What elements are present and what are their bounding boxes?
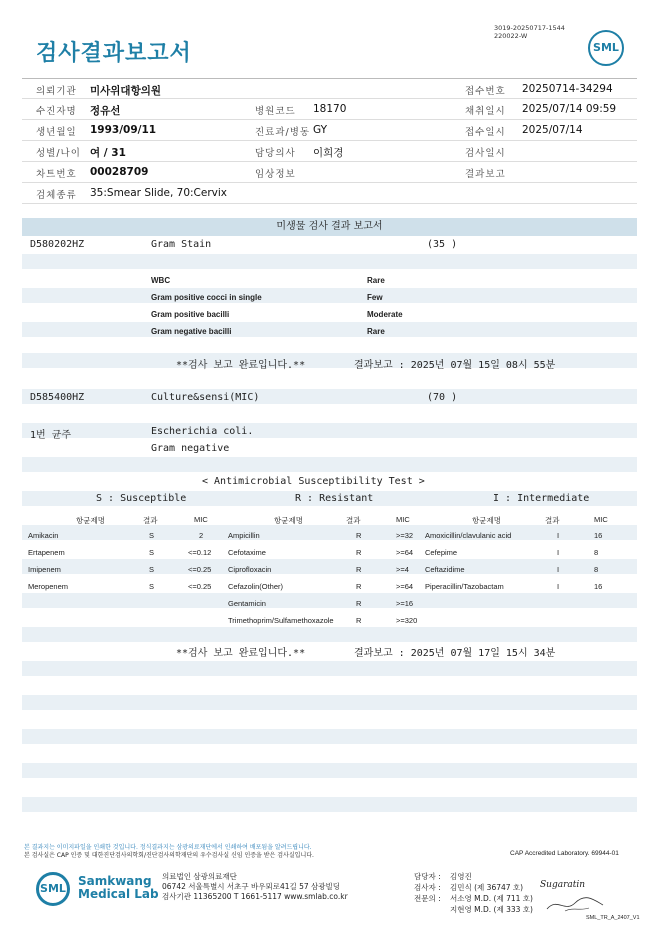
ast-mic: <=0.12 (188, 548, 212, 557)
staff-value: 김영진 (450, 872, 472, 881)
organism-name: Escherichia coli. (151, 426, 254, 437)
dob-value: 1993/09/11 (90, 124, 157, 136)
ast-drug: Piperacillin/Tazobactam (425, 582, 504, 591)
row-band (22, 797, 637, 812)
ast-result: R (356, 548, 362, 557)
culture-complete: **검사 보고 완료입니다.** (176, 648, 306, 659)
collect-dt-value: 2025/07/14 09:59 (522, 103, 617, 115)
chart-no-label: 차트번호 (36, 169, 77, 180)
organism-gram: Gram negative (151, 443, 230, 454)
ast-drug: Cefepime (425, 548, 458, 557)
ast-drug: Ampicillin (228, 531, 260, 540)
section-title: 미생물 검사 결과 보고서 (22, 218, 637, 236)
ast-mic: 8 (594, 565, 599, 574)
specialist-signature-icon (545, 893, 607, 915)
tester-signature: Sugaratin (540, 880, 586, 890)
ast-mic: 16 (594, 582, 603, 591)
culture-test-name: Culture&sensi(MIC) (151, 392, 260, 403)
gram-test-name: Gram Stain (151, 239, 212, 250)
ast-mic: 8 (594, 548, 599, 557)
strain-label: 1번 균주 (30, 430, 72, 441)
ast-mic: >=320 (396, 616, 418, 625)
org-contact: 검사기관 11365200 T 1661-5117 www.smlab.co.kr (162, 892, 348, 901)
ast-mic: <=0.25 (188, 582, 212, 591)
cap-accreditation: CAP Accredited Laboratory. 69944-01 (510, 850, 619, 857)
specialist-value-2: 지현영 M.D. (제 333 호) (450, 905, 533, 914)
row-band (22, 559, 637, 574)
ast-header-result: 결과 (346, 516, 361, 525)
ast-drug: Cefotaxime (228, 548, 266, 557)
sml-footer-logo-text: SML (40, 882, 66, 895)
ast-mic: 2 (199, 531, 204, 540)
company-brand (78, 875, 159, 901)
org-name: 의료법인 삼광의료재단 (162, 872, 237, 881)
hosp-code-value: 18170 (313, 103, 347, 115)
culture-report-time: 결과보고 : 2025년 07월 17일 15시 34분 (354, 648, 556, 659)
receipt-date-label: 접수일시 (465, 127, 506, 138)
document-number-line2: 220022-W (494, 32, 528, 40)
ast-result: R (356, 582, 362, 591)
legend-intermediate: I : Intermediate (493, 493, 590, 504)
dept-label: 진료과/병동 (255, 127, 311, 138)
ast-result: I (557, 548, 560, 557)
ast-result: R (356, 531, 362, 540)
patient-info-table (22, 78, 637, 204)
doctor-value: 이희경 (313, 147, 344, 159)
dept-value: GY (313, 124, 328, 136)
receipt-no-value: 20250714-34294 (522, 83, 613, 95)
staff-label: 담당자 : (414, 872, 441, 881)
hospital-label: 의뢰기관 (36, 86, 77, 97)
ast-header-mic: MIC (594, 515, 608, 524)
ast-result: R (356, 565, 362, 574)
ast-result: S (149, 531, 155, 540)
ast-header-drug: 항균제명 (472, 516, 501, 525)
ast-drug: Meropenem (28, 582, 69, 591)
document-number-line1: 3019-20250717-1544 (494, 24, 565, 32)
info-row (22, 183, 637, 204)
ast-drug: Ceftazidime (425, 565, 465, 574)
disclaimer-print: 본 결과지는 이미지파일을 인쇄한 것입니다. 정식결과지는 삼광의료재단에서 인쇄하여 배포됨을 알려드립니다. (24, 844, 312, 851)
row-band (22, 661, 637, 676)
ast-result: I (557, 582, 560, 591)
ast-header-mic: MIC (194, 515, 208, 524)
ast-mic: <=0.25 (188, 565, 212, 574)
info-row (22, 120, 637, 141)
row-band (22, 627, 637, 642)
name-label: 수진자명 (36, 106, 77, 117)
tester-label: 검사자 : (414, 883, 441, 892)
ast-result: S (149, 548, 155, 557)
row-band (22, 593, 637, 608)
page-title: 검사결과보고서 (36, 41, 192, 66)
ast-drug: Ciprofloxacin (228, 565, 272, 574)
gram-test-num: (35 ) (427, 239, 458, 250)
gram-report-time: 결과보고 : 2025년 07월 15일 08시 55분 (354, 360, 556, 371)
ast-drug: Ertapenem (28, 548, 65, 557)
ast-drug: Gentamicin (228, 599, 266, 608)
ast-title: < Antimicrobial Susceptibility Test > (202, 476, 425, 487)
gram-item-name: Gram negative bacilli (151, 327, 232, 336)
exam-dt-label: 검사일시 (465, 148, 506, 159)
ast-drug: Cefazolin(Other) (228, 582, 284, 591)
ast-mic: >=16 (396, 599, 414, 608)
name-value: 정유선 (90, 105, 121, 117)
ast-drug: Amoxicillin/clavulanic acid (425, 531, 512, 540)
sml-logo-text: SML (593, 41, 619, 54)
receipt-date-value: 2025/07/14 (522, 124, 583, 136)
row-band (22, 525, 637, 540)
ast-mic: >=4 (396, 565, 409, 574)
brand-line1: Samkwang (78, 874, 152, 888)
row-band (22, 288, 637, 303)
ast-result: R (356, 599, 362, 608)
org-address: 06742 서울특별시 서초구 바우뫼로41길 57 삼광빌딩 (162, 882, 341, 891)
row-band (22, 254, 637, 269)
collect-dt-label: 채취일시 (465, 106, 506, 117)
ast-mic: 16 (594, 531, 603, 540)
specialist-value-1: 서소영 M.D. (제 711 호) (450, 894, 533, 903)
sex-age-label: 성별/나이 (36, 148, 81, 159)
gram-item-name: Gram positive bacilli (151, 310, 230, 319)
hospital-value: 미사위대항의원 (90, 85, 162, 97)
legend-susceptible: S : Susceptible (96, 493, 187, 504)
ast-mic: >=64 (396, 582, 414, 591)
sex-age-value: 여 / 31 (90, 147, 126, 159)
receipt-no-label: 접수번호 (465, 86, 506, 97)
legend-resistant: R : Resistant (295, 493, 374, 504)
ast-drug: Amikacin (28, 531, 59, 540)
form-code: SML_TR_A_2407_V1 (586, 915, 640, 921)
info-row (22, 141, 637, 162)
ast-result: I (557, 565, 560, 574)
gram-item-result: Few (367, 293, 383, 302)
ast-header-mic: MIC (396, 515, 410, 524)
ast-mic: >=64 (396, 548, 414, 557)
ast-mic: >=32 (396, 531, 414, 540)
org-info (162, 872, 348, 902)
specimen-value: 35:Smear Slide, 70:Cervix (90, 187, 227, 199)
ast-header-result: 결과 (545, 516, 560, 525)
gram-test-code: D580202HZ (30, 239, 85, 250)
row-band (22, 729, 637, 744)
gram-item-result: Moderate (367, 310, 403, 319)
ast-header-drug: 항균제명 (76, 516, 105, 525)
gram-item-name: WBC (151, 276, 171, 285)
dob-label: 생년월일 (36, 127, 77, 138)
gram-item-result: Rare (367, 276, 385, 285)
report-label: 결과보고 (465, 169, 506, 180)
gram-item-name: Gram positive cocci in single (151, 293, 262, 302)
ast-result: I (557, 531, 560, 540)
ast-drug: Trimethoprim/Sulfamethoxazole (228, 616, 334, 625)
ast-result: S (149, 565, 155, 574)
disclaimer-accreditation: 본 검사실은 CAP 인증 및 대한진단검사의학회/진단검사의학재단의 우수검사실 신임 인증을 받은 검사실입니다. (24, 852, 314, 859)
ast-header-result: 결과 (143, 516, 158, 525)
hosp-code-label: 병원코드 (255, 106, 296, 117)
ast-drug: Imipenem (28, 565, 61, 574)
row-band (22, 423, 637, 438)
row-band (22, 389, 637, 404)
specimen-label: 검체종류 (36, 190, 77, 201)
ast-header-drug: 항균제명 (274, 516, 303, 525)
row-band (22, 695, 637, 710)
specialist-label: 전문의 : (414, 894, 441, 903)
info-row (22, 99, 637, 120)
culture-test-num: (70 ) (427, 392, 458, 403)
culture-test-code: D585400HZ (30, 392, 85, 403)
clinical-label: 임상정보 (255, 169, 296, 180)
tester-value: 김민식 (제 36747 호) (450, 883, 524, 892)
row-band (22, 457, 637, 472)
gram-item-result: Rare (367, 327, 385, 336)
info-row (22, 162, 637, 183)
chart-no-value: 00028709 (90, 166, 149, 178)
doctor-label: 담당의사 (255, 148, 296, 159)
document-number (494, 24, 565, 40)
gram-complete: **검사 보고 완료입니다.** (176, 360, 306, 371)
row-band (22, 763, 637, 778)
row-band (22, 322, 637, 337)
brand-line2: Medical Lab (78, 887, 159, 901)
ast-result: S (149, 582, 155, 591)
ast-result: R (356, 616, 362, 625)
info-row (22, 78, 637, 99)
